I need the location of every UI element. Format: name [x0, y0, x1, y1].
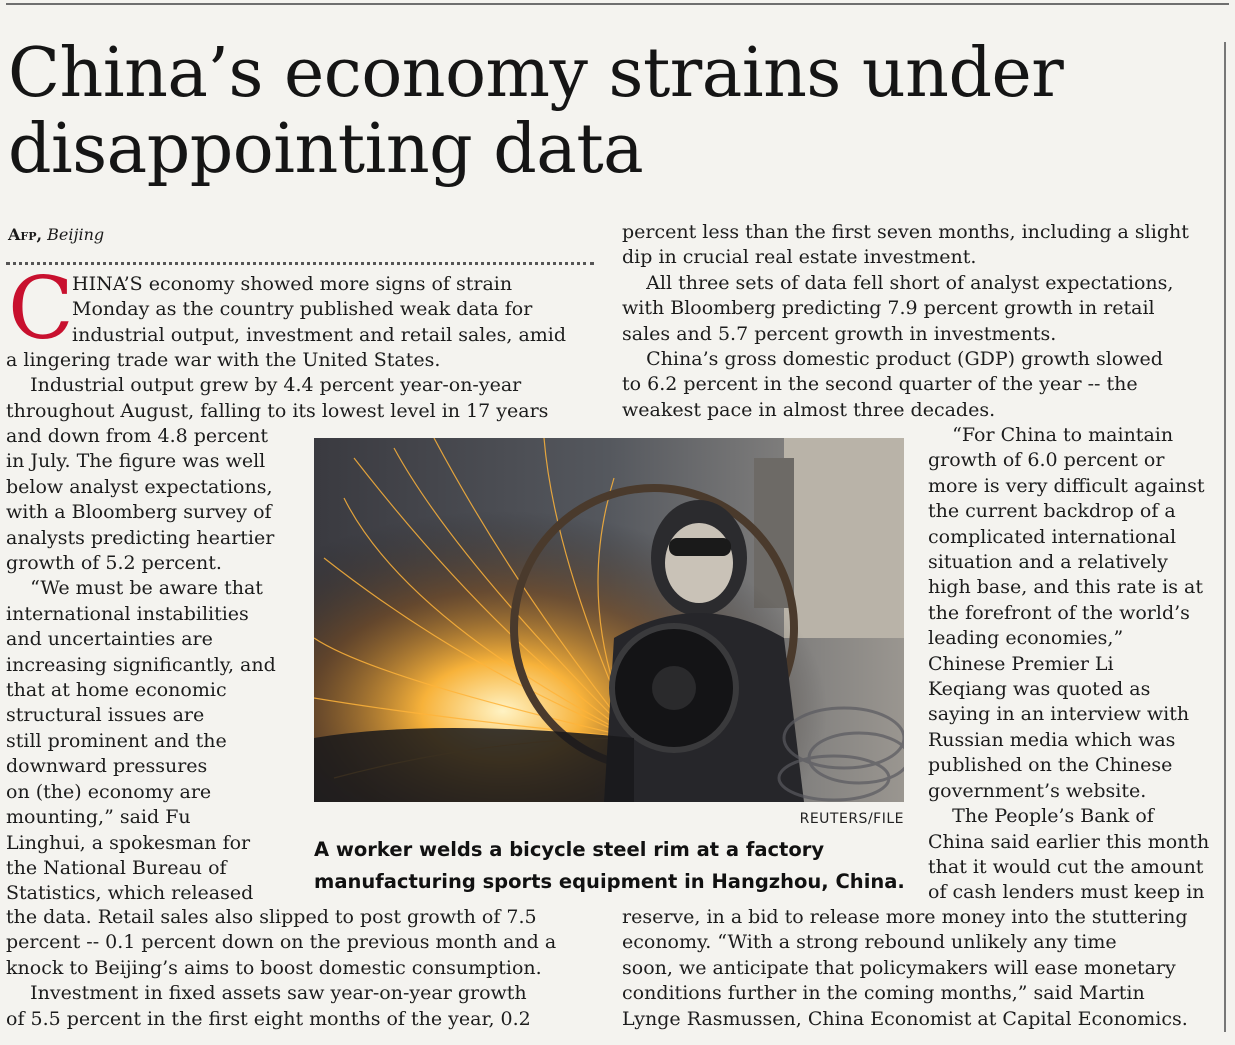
text-line: knock to Beijing’s aims to boost domestic consumption. [6, 956, 542, 979]
text-line: with a Bloomberg survey of [6, 501, 272, 524]
text-line: more is very difficult against [928, 474, 1205, 497]
text-line: saying in an interview with [928, 703, 1190, 726]
text-line: structural issues are [6, 704, 205, 727]
text-line: industrial output, investment and retail sales, amid [72, 323, 567, 346]
text-line: situation and a relatively [928, 551, 1168, 574]
text-line: growth of 6.0 percent or [928, 449, 1165, 472]
text-line: analysts predicting heartier [6, 526, 275, 549]
top-rule [6, 3, 1229, 5]
text-line: soon, we anticipate that policymakers will ease monetary [622, 956, 1176, 979]
text-line: Chinese Premier Li [928, 652, 1114, 675]
right-bottom-column [622, 905, 1188, 1032]
news-photo [314, 438, 904, 802]
text-line: Investment in fixed assets saw year-on-year growth [6, 982, 527, 1005]
text-line: “We must be aware that [6, 577, 263, 600]
text-line: the forefront of the world’s [928, 601, 1190, 624]
text-line: government’s website. [928, 779, 1147, 802]
text-line: economy. “With a strong rebound unlikely any time [622, 931, 1117, 954]
text-line: and uncertainties are [6, 628, 213, 651]
text-line: increasing significantly, and [6, 653, 276, 676]
text-line: high base, and this rate is at [928, 576, 1203, 599]
text-line: China’s gross domestic product (GDP) growth slowed [622, 348, 1163, 371]
text-line: to 6.2 percent in the second quarter of the year -- the [622, 373, 1138, 396]
right-top-column [622, 220, 1189, 423]
left-narrow-column [6, 424, 276, 907]
lead-paragraph-lines [72, 272, 566, 348]
text-line: weakest pace in almost three decades. [622, 398, 996, 421]
text-line: with Bloomberg predicting 7.9 percent growth in retail [622, 297, 1155, 320]
text-line: conditions further in the coming months,” said Martin [622, 982, 1145, 1005]
text-line: a lingering trade war with the United States. [6, 349, 441, 371]
text-line: on (the) economy are [6, 780, 212, 803]
text-line: throughout August, falling to its lowest level in 17 years [6, 399, 549, 422]
dotted-divider [6, 262, 594, 265]
text-line: of cash lenders must keep in [928, 881, 1205, 904]
text-line: that it would cut the amount [928, 855, 1204, 878]
text-line: below analyst expectations, [6, 475, 273, 498]
text-line: and down from 4.8 percent [6, 425, 269, 447]
text-line: Industrial output grew by 4.4 percent year-on-year [6, 374, 522, 397]
text-line: mounting,” said Fu [6, 806, 191, 829]
photo-credit: REUTERS/FILE [799, 811, 904, 827]
text-line: published on the Chinese [928, 754, 1173, 777]
text-line: the National Bureau of [6, 856, 227, 879]
text-line: reserve, in a bid to release more money into the stuttering [622, 906, 1188, 928]
text-line: growth of 5.2 percent. [6, 552, 222, 575]
text-line: All three sets of data fell short of analyst expectations, [622, 271, 1174, 294]
text-line: Linghui, a spokesman for [6, 831, 251, 854]
drop-cap: C [8, 259, 74, 359]
headline: China’s economy strains under disappointing data [8, 34, 1064, 189]
text-line: leading economies,” [928, 627, 1124, 650]
byline [8, 225, 104, 244]
text-line: the current backdrop of a [928, 500, 1176, 523]
photo-caption: A worker welds a bicycle steel rim at a factory manufacturing sports equipment in Hangzhou, China. [314, 838, 905, 893]
text-line: China said earlier this month [928, 830, 1210, 853]
text-line: sales and 5.7 percent growth in investments. [622, 322, 1057, 345]
right-column-rule [1224, 42, 1226, 1032]
text-line: the data. Retail sales also slipped to post growth of 7.5 [6, 906, 537, 928]
byline-agency: Afp, [8, 225, 43, 244]
right-narrow-column [928, 423, 1209, 906]
text-line: Lynge Rasmussen, China Economist at Capital Economics. [622, 1007, 1188, 1030]
welding-photo-illustration [314, 438, 904, 802]
text-line: that at home economic [6, 679, 227, 702]
text-line: complicated international [928, 525, 1177, 548]
text-line: percent less than the first seven months, including a slight [622, 221, 1189, 243]
text-line: of 5.5 percent in the first eight months of the year, 0.2 [6, 1007, 531, 1030]
text-line: international instabilities [6, 602, 249, 625]
byline-city: Beijing [47, 225, 105, 244]
paragraph-lines [6, 348, 548, 424]
text-line: Monday as the country published weak data for [72, 298, 533, 321]
text-line: in July. The figure was well [6, 450, 266, 473]
text-line: HINA’S economy showed more signs of strain [72, 273, 513, 295]
left-bottom-column [6, 905, 556, 1032]
text-line: Keqiang was quoted as [928, 678, 1151, 701]
text-line: The People’s Bank of [928, 805, 1154, 828]
text-line: Statistics, which released [6, 882, 254, 905]
text-line: dip in crucial real estate investment. [622, 246, 977, 269]
text-line: downward pressures [6, 755, 208, 778]
text-line: percent -- 0.1 percent down on the previous month and a [6, 931, 557, 954]
text-line: Russian media which was [928, 728, 1176, 751]
text-line: “For China to maintain [928, 424, 1174, 446]
text-line: still prominent and the [6, 729, 227, 752]
